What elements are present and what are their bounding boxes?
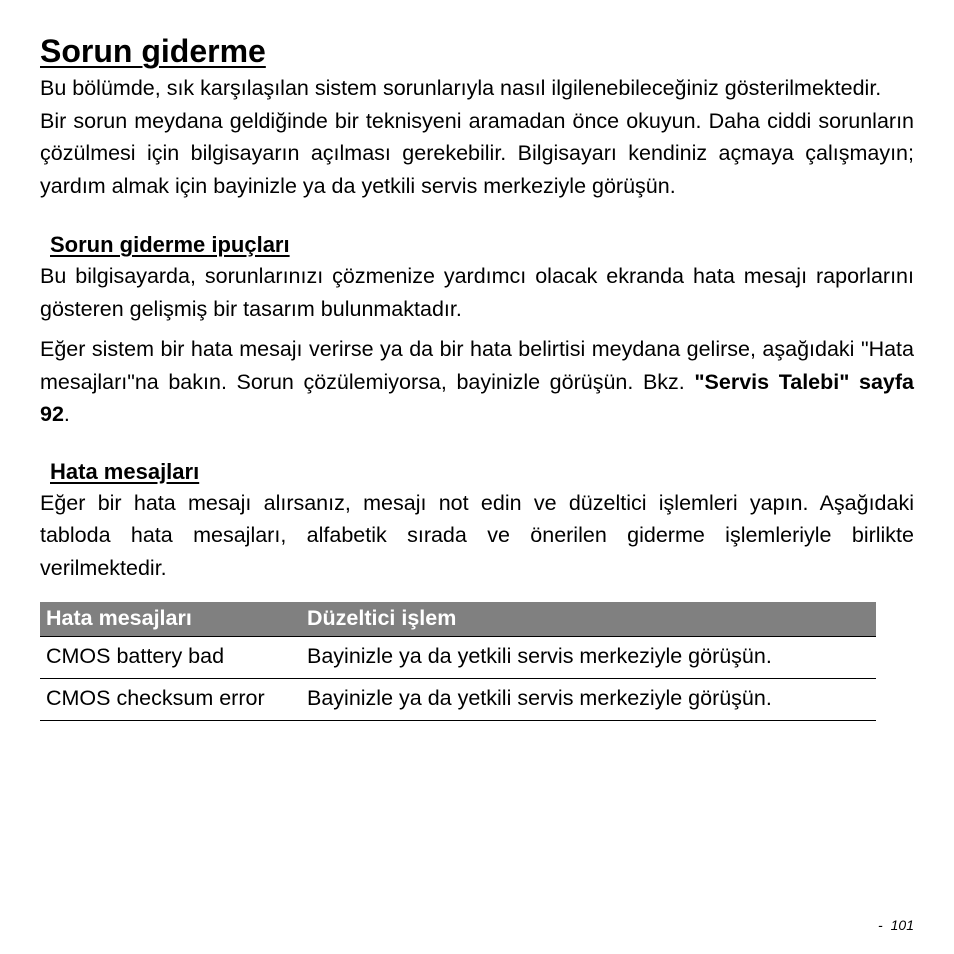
page-number <box>878 917 914 933</box>
tips-paragraph-1: Bu bilgisayarda, sorunlarınızı çözmenize yardımcı olacak ekranda hata mesajı raporlarını gösteren gelişmiş bir tasarım bulunmaktadır. <box>40 264 914 321</box>
intro-paragraph-1: Bu bölümde, sık karşılaşılan sistem sorunlarıyla nasıl ilgilenebileceğiniz gösterilmektedir. <box>40 76 882 100</box>
errors-paragraph: Eğer bir hata mesajı alırsanız, mesajı not edin ve düzeltici işlemleri yapın. Aşağıdaki tabloda hata mesajları, alfabetik sırada ve önerilen giderme işlemleriyle birlikte verilmektedir. <box>40 490 914 580</box>
corrective-action-cell: Bayinizle ya da yetkili servis merkeziyle görüşün. <box>301 679 876 721</box>
page-number-value: 101 <box>890 917 914 933</box>
error-messages-table <box>40 602 876 721</box>
tips-paragraph-2-end: . <box>63 402 70 426</box>
service-request-link[interactable]: "Servis Talebi" sayfa 92 <box>40 369 914 426</box>
page-title: Sorun giderme <box>40 33 266 69</box>
error-message-cell: CMOS checksum error <box>40 679 301 721</box>
tips-paragraph-2 <box>40 333 914 431</box>
page-number-dash: - <box>877 917 883 933</box>
page-content <box>40 30 914 721</box>
intro-paragraph-2: Bir sorun meydana geldiğinde bir teknisyeni aramadan önce okuyun. Daha ciddi sorunların çözülmesi için bilgisayarın açılması gerekebilir. Bilgisayarı kendiniz açmaya çalışmayın; yardım almak için bayinizle ya da yetkili servis merkeziyle görüşün. <box>40 108 914 198</box>
section-heading-tips: Sorun giderme ipuçları <box>50 232 290 257</box>
section-heading-error-messages: Hata mesajları <box>50 458 200 484</box>
tips-paragraph-2-text: Eğer sistem bir hata mesajı verirse ya da bir hata belirtisi meydana gelirse, aşağıdaki "Hata mesajları"na bakın. Sorun çözülemiyorsa, bayinizle görüşün. Bkz. <box>40 337 914 394</box>
column-header-error-message: Hata mesajları <box>40 602 301 637</box>
error-message-cell: CMOS battery bad <box>40 637 301 679</box>
table-header-row <box>40 602 876 637</box>
corrective-action-cell: Bayinizle ya da yetkili servis merkeziyle görüşün. <box>301 637 876 679</box>
column-header-corrective-action: Düzeltici işlem <box>301 602 876 637</box>
table-row <box>40 679 876 721</box>
table-row <box>40 637 876 679</box>
